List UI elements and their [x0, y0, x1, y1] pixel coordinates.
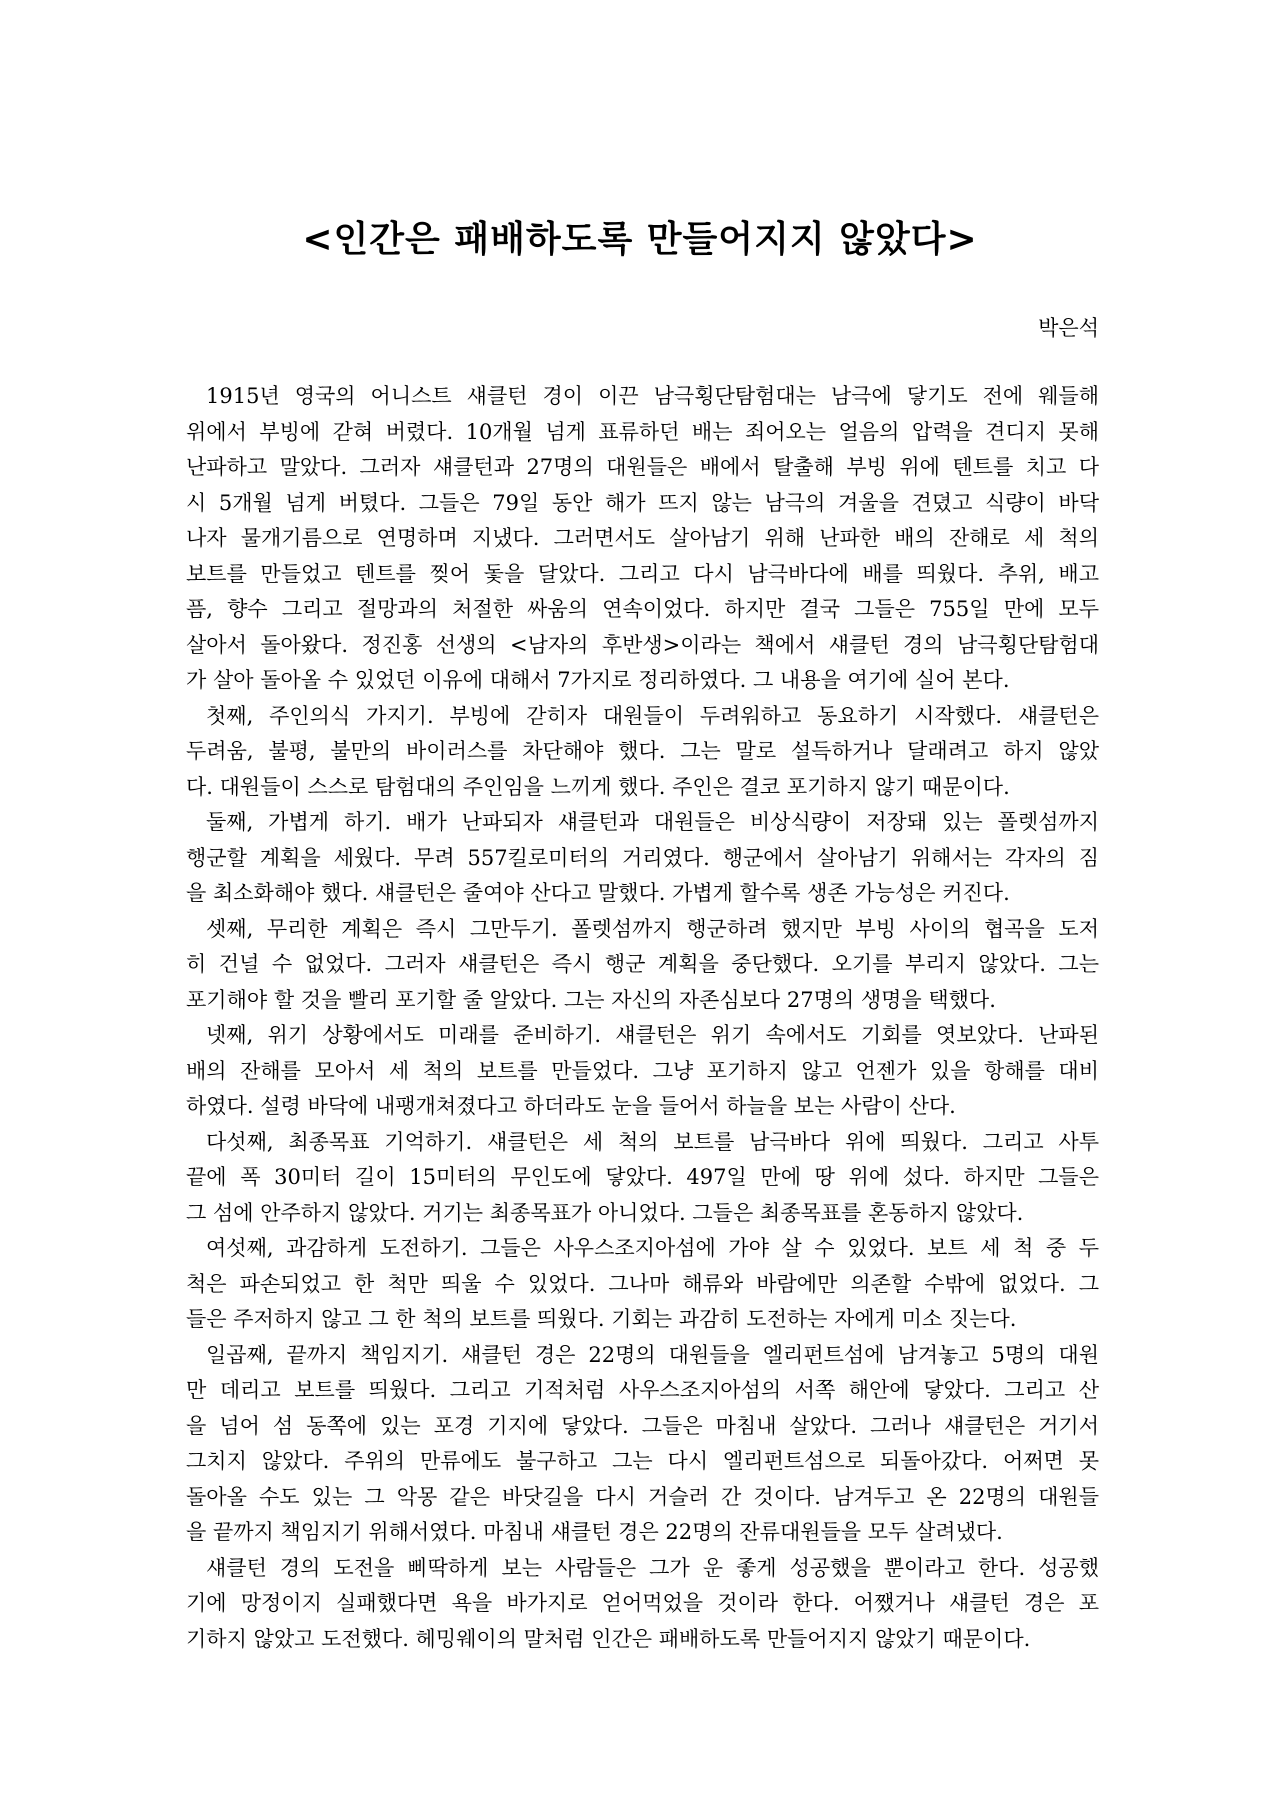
body-line: 첫째, 주인의식 가지기. 부빙에 갇히자 대원들이 두려워하고 동요하기 시작했다. 섀클턴은: [206, 703, 1099, 728]
paragraph: [186, 1018, 1099, 1125]
body-line: 척은 파손되었고 한 척만 띄울 수 있었다. 그나마 해류와 바람에만 의존할 수밖에 없었다. 그: [186, 1271, 1099, 1296]
body-line: 배의 잔해를 모아서 세 척의 보트를 만들었다. 그냥 포기하지 않고 언젠가 있을 항해를 대비: [186, 1058, 1099, 1083]
body-line: 위에서 부빙에 갇혀 버렸다. 10개월 넘게 표류하던 배는 죄어오는 얼음의 압력을 견디지 못해: [186, 419, 1099, 444]
body-line: 끝에 폭 30미터 길이 15미터의 무인도에 닿았다. 497일 만에 땅 위에 섰다. 하지만 그들은: [186, 1165, 1099, 1189]
body-line: 그 섬에 안주하지 않았다. 거기는 최종목표가 아니었다. 그들은 최종목표를 혼동하지 않았다.: [186, 1200, 1024, 1225]
document-body: [186, 379, 1099, 1657]
body-line: 히 건널 수 없었다. 그러자 섀클턴은 즉시 행군 계획을 중단했다. 오기를 부리지 않았다. 그는: [186, 952, 1099, 976]
body-line: 1915년 영국의 어니스트 섀클턴 경이 이끈 남극횡단탐험대는 남극에 닿기도 전에 웨들해: [206, 384, 1099, 408]
body-line: 픔, 향수 그리고 절망과의 처절한 싸움의 연속이었다. 하지만 결국 그들은 755일 만에 모두: [186, 597, 1099, 621]
body-line: 행군할 계획을 세웠다. 무려 557킬로미터의 거리였다. 행군에서 살아남기 위해서는 각자의 짐: [186, 845, 1099, 870]
body-line: 그치지 않았다. 주위의 만류에도 불구하고 그는 다시 엘리펀트섬으로 되돌아갔다. 어쩌면 못: [186, 1449, 1099, 1473]
body-line: 둘째, 가볍게 하기. 배가 난파되자 섀클턴과 대원들은 비상식량이 저장돼 있는 폴렛섬까지: [206, 810, 1099, 834]
paragraph: [186, 912, 1099, 1019]
body-line: 하였다. 설령 바닥에 내팽개쳐졌다고 하더라도 눈을 들어서 하늘을 보는 사람이 산다.: [186, 1094, 956, 1118]
paragraph: [186, 1125, 1099, 1232]
author-name: 박은석: [1038, 316, 1099, 340]
paragraph: [186, 1551, 1099, 1658]
body-line: 들은 주저하지 않고 그 한 척의 보트를 띄웠다. 기회는 과감히 도전하는 자에게 미소 짓는다.: [186, 1307, 1017, 1331]
body-line: 을 최소화해야 했다. 섀클턴은 줄여야 산다고 말했다. 가볍게 할수록 생존 가능성은 커진다.: [186, 881, 1010, 905]
body-line: 셋째, 무리한 계획은 즉시 그만두기. 폴렛섬까지 행군하려 했지만 부빙 사이의 협곡을 도저: [206, 916, 1099, 941]
body-line: 보트를 만들었고 텐트를 찢어 돛을 달았다. 그리고 다시 남극바다에 배를 띄웠다. 추위, 배고: [186, 561, 1099, 586]
body-line: 두려움, 불평, 불만의 바이러스를 차단해야 했다. 그는 말로 설득하거나 달래려고 하지 않았: [186, 739, 1099, 763]
document-title: <인간은 패배하도록 만들어지지 않았다>: [302, 219, 978, 260]
paragraph: [186, 1338, 1099, 1551]
body-line: 기에 망정이지 실패했다면 욕을 바가지로 얻어먹었을 것이라 한다. 어쨌거나 섀클턴 경은 포: [186, 1591, 1099, 1615]
body-line: 살아서 돌아왔다. 정진홍 선생의 <남자의 후반생>이라는 책에서 섀클턴 경의 남극횡단탐험대: [186, 632, 1099, 657]
body-line: 다섯째, 최종목표 기억하기. 섀클턴은 세 척의 보트를 남극바다 위에 띄웠다. 그리고 사투: [206, 1129, 1099, 1154]
body-line: 만 데리고 보트를 띄웠다. 그리고 기적처럼 사우스조지아섬의 서쪽 해안에 닿았다. 그리고 산: [186, 1378, 1099, 1402]
paragraph: [186, 379, 1099, 699]
body-line: 을 끝까지 책임지기 위해서였다. 마침내 섀클턴 경은 22명의 잔류대원들을 모두 살려냈다.: [186, 1520, 1003, 1544]
body-line: 기하지 않았고 도전했다. 헤밍웨이의 말처럼 인간은 패배하도록 만들어지지 않았기 때문이다.: [186, 1626, 1031, 1651]
paragraph: [186, 1231, 1099, 1338]
body-line: 포기해야 할 것을 빨리 포기할 줄 알았다. 그는 자신의 자존심보다 27명의 생명을 택했다.: [186, 987, 996, 1012]
body-line: 난파하고 말았다. 그러자 섀클턴과 27명의 대원들은 배에서 탈출해 부빙 위에 텐트를 치고 다: [186, 455, 1099, 479]
paragraph: [186, 805, 1099, 912]
body-line: 을 넘어 섬 동쪽에 있는 포경 기지에 닿았다. 그들은 마침내 살았다. 그러나 섀클턴은 거기서: [186, 1413, 1099, 1438]
body-line: 시 5개월 넘게 버텼다. 그들은 79일 동안 해가 뜨지 않는 남극의 겨울을 견뎠고 식량이 바닥: [186, 490, 1099, 515]
body-line: 돌아올 수도 있는 그 악몽 같은 바닷길을 다시 거슬러 간 것이다. 남겨두고 온 22명의 대원들: [186, 1484, 1099, 1509]
body-line: 넷째, 위기 상황에서도 미래를 준비하기. 섀클턴은 위기 속에서도 기회를 엿보았다. 난파된: [206, 1023, 1099, 1047]
body-line: 섀클턴 경의 도전을 삐딱하게 보는 사람들은 그가 운 좋게 성공했을 뿐이라고 한다. 성공했: [206, 1555, 1099, 1580]
body-line: 다. 대원들이 스스로 탐험대의 주인임을 느끼게 했다. 주인은 결코 포기하지 않기 때문이다.: [186, 774, 1010, 799]
body-line: 가 살아 돌아올 수 있었던 이유에 대해서 7가지로 정리하였다. 그 내용을 여기에 실어 본다.: [186, 668, 1010, 692]
body-line: 일곱째, 끝까지 책임지기. 섀클턴 경은 22명의 대원들을 엘리펀트섬에 남겨놓고 5명의 대원: [206, 1342, 1099, 1367]
body-line: 여섯째, 과감하게 도전하기. 그들은 사우스조지아섬에 가야 살 수 있었다. 보트 세 척 중 두: [206, 1236, 1099, 1260]
paragraph: [186, 699, 1099, 806]
body-line: 나자 물개기름으로 연명하며 지냈다. 그러면서도 살아남기 위해 난파한 배의 잔해로 세 척의: [186, 526, 1099, 550]
